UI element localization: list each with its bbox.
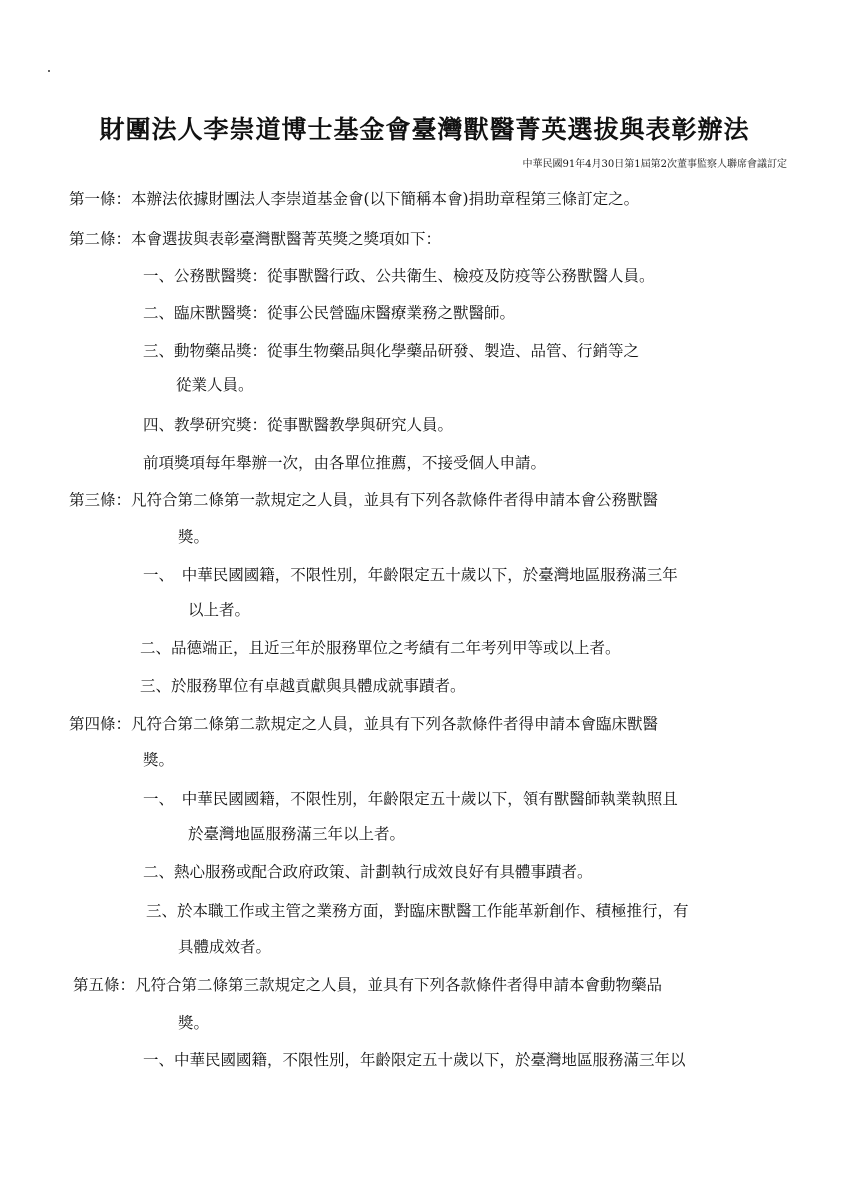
- document-subtitle: 中華民國91年4月30日第1屆第2次董事監察人聯席會議訂定: [522, 159, 787, 170]
- article-4-item-1-cont: 於臺灣地區服務滿三年以上者。: [188, 825, 406, 843]
- article-4-heading: 第四條：凡符合第二條第二款規定之人員，並具有下列各款條件者得申請本會臨床獸醫: [69, 715, 659, 733]
- article-3-item-3: 三、於服務單位有卓越貢獻與具體成就事蹟者。: [140, 677, 466, 695]
- article-2-item-1: 一、公務獸醫獎：從事獸醫行政、公共衛生、檢疫及防疫等公務獸醫人員。: [143, 267, 655, 285]
- article-3-item-1-cont: 以上者。: [188, 601, 251, 619]
- article-4-item-3-cont: 具體成效者。: [178, 938, 272, 956]
- article-2-item-4: 四、教學研究獎：從事獸醫教學與研究人員。: [143, 416, 454, 434]
- document-title: 財團法人李崇道博士基金會臺灣獸醫菁英選拔與表彰辦法: [99, 115, 750, 144]
- article-5-heading-cont: 獎。: [178, 1014, 210, 1032]
- article-4-item-1: 一、 中華民國國籍，不限性別，年齡限定五十歲以下，領有獸醫師執業執照且: [143, 790, 678, 808]
- article-2-heading: 第二條：本會選拔與表彰臺灣獸醫菁英獎之獎項如下：: [69, 230, 442, 248]
- article-5-item-1: 一、中華民國國籍，不限性別，年齡限定五十歲以下，於臺灣地區服務滿三年以: [143, 1051, 686, 1069]
- article-2-note: 前項獎項每年舉辦一次，由各單位推薦，不接受個人申請。: [143, 454, 547, 472]
- article-2-item-3: 三、動物藥品獎：從事生物藥品與化學藥品研發、製造、品管、行銷等之: [143, 342, 640, 360]
- article-3-heading: 第三條：凡符合第二條第一款規定之人員，並具有下列各款條件者得申請本會公務獸醫: [69, 491, 659, 509]
- article-4-item-3: 三、於本職工作或主管之業務方面，對臨床獸醫工作能革新創作、積極推行，有: [146, 902, 689, 920]
- article-4-heading-cont: 獎。: [143, 751, 175, 769]
- scan-speck: [48, 70, 50, 72]
- article-4-item-2: 二、熱心服務或配合政府政策、計劃執行成效良好有具體事蹟者。: [143, 863, 593, 881]
- article-2-item-3-cont: 從業人員。: [176, 376, 254, 394]
- article-3-item-1: 一、 中華民國國籍，不限性別，年齡限定五十歲以下，於臺灣地區服務滿三年: [143, 566, 678, 584]
- article-3-item-2: 二、品德端正，且近三年於服務單位之考績有二年考列甲等或以上者。: [140, 639, 621, 657]
- article-3-heading-cont: 獎。: [178, 528, 210, 546]
- article-1-line: 第一條：本辦法依據財團法人李崇道基金會(以下簡稱本會)捐助章程第三條訂定之。: [69, 190, 640, 208]
- article-5-heading: 第五條：凡符合第二條第三款規定之人員，並具有下列各款條件者得申請本會動物藥品: [73, 976, 663, 994]
- article-2-item-2: 二、臨床獸醫獎：從事公民營臨床醫療業務之獸醫師。: [143, 304, 516, 322]
